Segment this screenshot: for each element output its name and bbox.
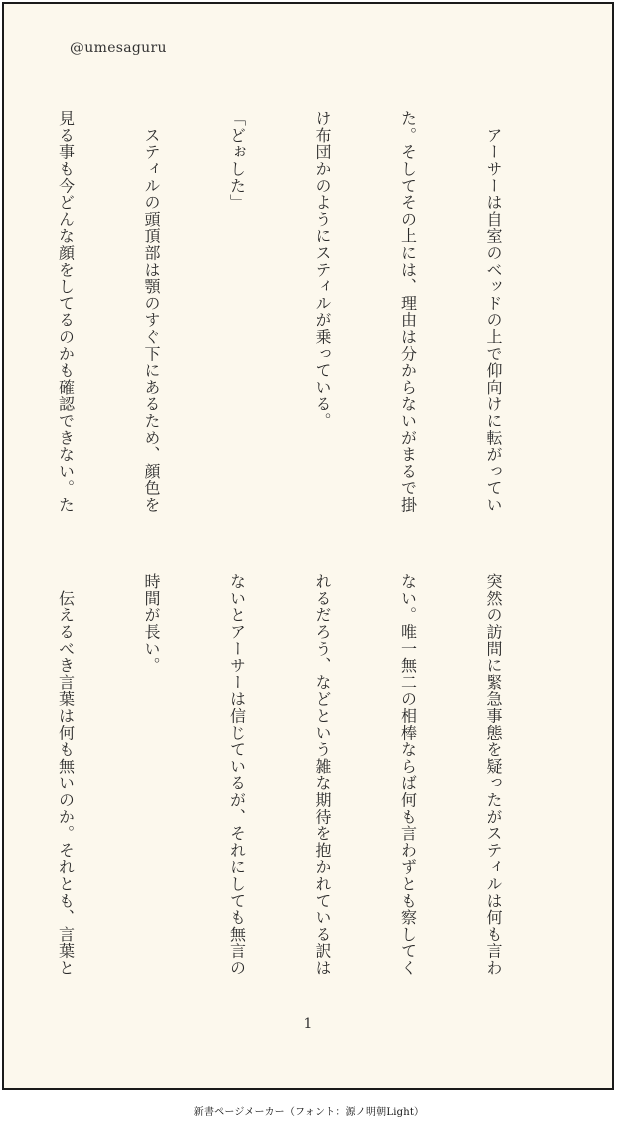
- text-line: 突然の訪問に緊急事態を疑ったがスティルは何も言わ: [484, 573, 503, 977]
- text-line: ない。唯一無二の相棒ならば何も言わずとも察してく: [398, 573, 418, 977]
- text-line: れるだろう、などという雑な期待を抱かれている訳は: [313, 573, 332, 977]
- text-line: ないとアーサーは信じているが、それにしても無言の: [227, 573, 247, 977]
- page-number: 1: [303, 1016, 313, 1032]
- author-handle: @umesaguru: [70, 40, 167, 56]
- text-line: アーサーは自室のベッドの上で仰向けに転がってい: [484, 110, 503, 514]
- text-line: 「どぉした」: [227, 110, 247, 211]
- text-line: け布団かのようにスティルが乗っている。: [313, 110, 332, 430]
- text-line: た。そしてその上には、理由は分からないがまるで掛: [398, 110, 418, 514]
- footer-credit: 新書ページメーカー（フォント：源ノ明朝Light）: [193, 1107, 425, 1118]
- text-line: 時間が長い。: [142, 573, 161, 674]
- book-page: [2, 2, 614, 1090]
- text-line: スティルの頭頂部は顎のすぐ下にあるため、顔色を: [142, 110, 161, 514]
- text-line: 見る事も今どんな顔をしてるのかも確認できない。た: [56, 110, 76, 514]
- text-block-bottom: [0, 573, 564, 1003]
- text-line: 伝えるべき言葉は何も無いのか。それとも、言葉と: [56, 573, 76, 977]
- text-block-top: [0, 110, 564, 540]
